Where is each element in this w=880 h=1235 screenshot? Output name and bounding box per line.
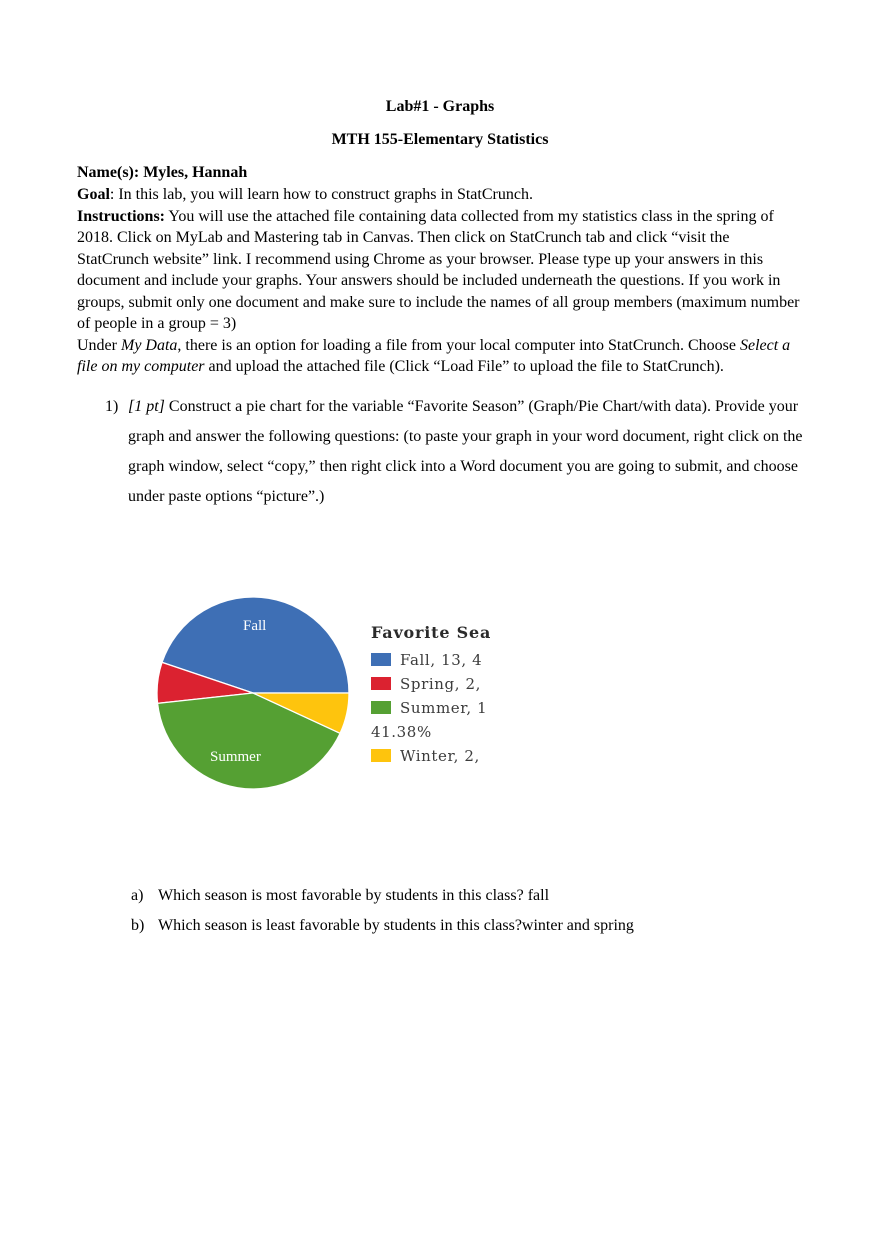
load-file-paragraph [77,335,803,378]
question-1 [105,392,803,512]
select-file-italic: Select a file on my computer [77,336,791,375]
legend-row-spring [371,672,502,696]
instructions-label: Instructions: [77,207,166,225]
goal-label: Goal [77,186,110,203]
legend-label-winter: Winter, 2, [400,746,480,765]
doc-subtitle: MTH 155-Elementary Statistics [331,131,549,148]
document-page [0,96,880,941]
subquestion-b-text: Which season is least favorable by students in this class?winter and spring [158,916,634,934]
subquestion-a [131,881,803,911]
load-file-text: and upload the attached file (Click “Load File” to upload the file to StatCrunch). [204,358,724,375]
legend-row-winter [371,744,502,768]
chart-legend [371,622,502,768]
instructions-text: You will use the attached file containing data collected from my statistics class in the spring of 2018. Click on MyLab and Mastering tab in Canvas. Then click on StatCrunch tab and click “visit the StatCrunch website” link. I recommend using Chrome as your browser. Please type up your answers in this document and include your graphs. Your answers should be included underneath the questions. If you work in groups, submit only one document and make sure to include the names of all group members (maximum number of people in a group = 3) [77,207,800,332]
subquestion-b-letter: b) [131,916,145,934]
load-file-text: , there is an option for loading a file from your local computer into StatCrunch. Choose [177,336,740,354]
doc-title: Lab#1 - Graphs [385,98,495,115]
legend-label-fall: Fall, 13, 4 [400,650,483,669]
goal-paragraph [77,184,803,206]
names-line: Name(s): Myles, Hannah [77,164,248,181]
legend-row-fall [371,648,502,672]
legend-row-summer-pct [371,720,502,744]
pie-chart-figure [155,592,502,793]
legend-swatch-spring [371,677,391,690]
question-1-text [128,392,803,512]
legend-title: Favorite Sea [371,622,492,642]
goal-text: : In this lab, you will learn how to construct graphs in StatCrunch. [109,186,533,203]
question-1-body: Construct a pie chart for the variable “Favorite Season” (Graph/Pie Chart/with data). Provide your graph and answer the following questions: (to paste your graph in your word document, right click on the graph window, select “copy,” then right click into a Word document you are going to submit, and choose under paste options “picture”.) [128,397,803,505]
subquestion-a-letter: a) [131,886,144,904]
legend-label-spring: Spring, 2, [400,674,481,693]
load-file-text: Under [77,336,121,354]
pie-label-fall: Fall [243,617,267,634]
legend-swatch-summer [371,701,391,714]
legend-swatch-fall [371,653,391,666]
legend-row-summer [371,696,502,720]
legend-label-summer: Summer, 1 [400,698,488,717]
subquestion-b [131,911,803,941]
my-data-italic: My Data [120,336,178,354]
subquestion-a-text: Which season is most favorable by students in this class? fall [158,886,550,904]
pie-label-summer: Summer [210,748,261,765]
instructions-paragraph [77,206,803,335]
legend-label-summer-pct: 41.38% [371,722,432,741]
question-1-number: 1) [105,397,119,415]
question-1-points: [1 pt] [128,397,165,415]
legend-swatch-winter [371,749,391,762]
